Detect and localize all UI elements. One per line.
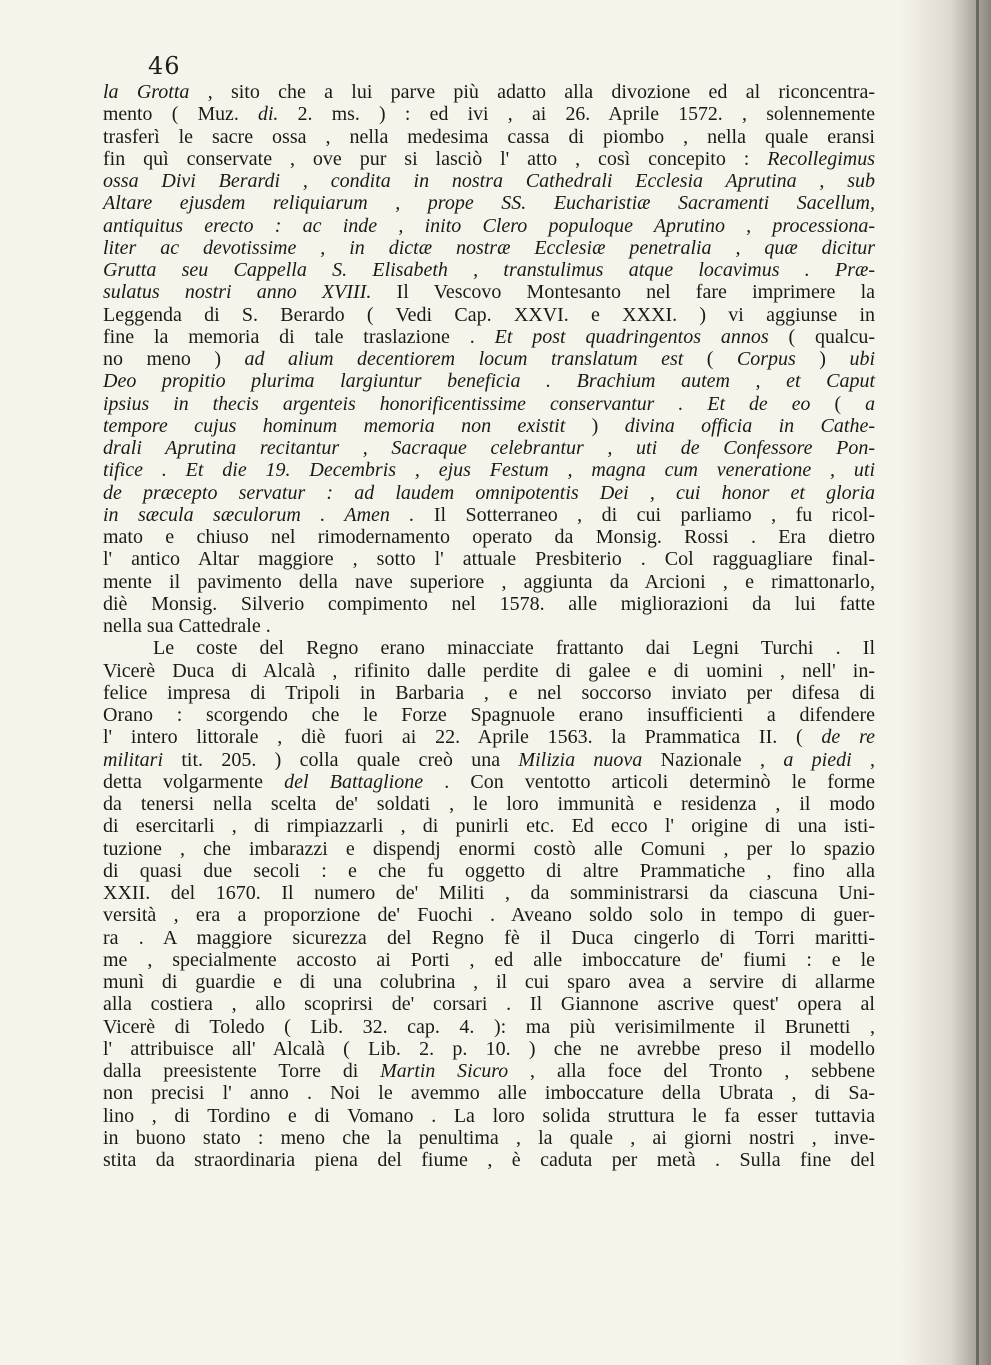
text-line — [103, 682, 875, 704]
text-span: no meno ) — [103, 348, 245, 370]
text-line — [103, 660, 875, 682]
text-span: Il Sotterraneo , di cui parliamo , fu ricol- — [414, 503, 875, 526]
text-line — [103, 348, 875, 370]
text-line — [103, 482, 875, 504]
text-span: trasferì le sacre ossa , nella medesima cassa di piombo , nella quale eransi — [103, 125, 875, 148]
text-line — [103, 882, 875, 904]
text-line — [103, 259, 875, 281]
text-span: munì di guardie e di una colubrina , il cui sparo avea a servire di allarme — [103, 971, 875, 993]
italic-text: de præcepto servatur : ad laudem omnipotentis Dei , cui honor et gloria — [103, 481, 875, 504]
text-line — [103, 1105, 875, 1127]
text-line — [103, 1127, 875, 1149]
text-line — [103, 304, 875, 326]
text-line — [103, 1016, 875, 1038]
italic-text: ubi — [849, 348, 875, 370]
text-line — [103, 326, 875, 348]
text-line — [103, 904, 875, 926]
text-line — [103, 281, 875, 303]
text-line — [103, 170, 875, 192]
text-span: l' attribuisce all' Alcalà ( Lib. 2. p. 10. ) che ne avrebbe preso il modello — [103, 1037, 875, 1060]
page-number: 46 — [148, 52, 181, 80]
text-span: XXII. del 1670. Il numero de' Militi , da somministrarsi da ciascuna Uni- — [103, 882, 875, 904]
text-span: tit. 205. ) colla quale creò una — [163, 748, 519, 771]
italic-text: tifice . Et die 19. Decembris , ejus Festum , magna cum veneratione , uti — [103, 459, 875, 482]
text-line — [103, 126, 875, 148]
text-line — [103, 548, 875, 570]
italic-text: del Battaglione — [284, 770, 424, 793]
italic-text: di. — [258, 103, 279, 126]
text-span: Vicerè Duca di Alcalà , rifinito dalle perdite di galee e di uomini , nell' in- — [103, 659, 875, 682]
text-span: diè Monsig. Silverio compimento nel 1578. alle migliorazioni da lui fatte — [103, 592, 875, 615]
text-span: l' antico Altar maggiore , sotto l' attuale Presbiterio . Col ragguagliare final- — [103, 548, 875, 571]
text-span: dalla preesistente Torre di — [103, 1060, 381, 1082]
text-span: Nazionale , — [642, 748, 784, 771]
text-line — [103, 571, 875, 593]
text-span: lino , di Tordino e di Vomano . La loro solida struttura le fa esser tuttavia — [103, 1104, 875, 1127]
text-line — [103, 103, 875, 125]
text-span: tuzione , che imbarazzi e dispendj enormi costò alle Comuni , per lo spazio — [103, 837, 875, 860]
italic-text: antiquitus erecto : ac inde , inito Clero populoque Aprutino , processiona- — [103, 214, 875, 237]
text-span: fine la memoria di tale traslazione . — [103, 325, 495, 348]
text-line — [103, 1082, 875, 1104]
text-line — [103, 637, 875, 659]
italic-text: Martin Sicuro — [380, 1060, 509, 1082]
text-span: mato e chiuso nel rimodernamento operato da Monsig. Rossi . Era dietro — [103, 526, 875, 548]
text-line — [103, 437, 875, 459]
text-span: alla costiera , allo scoprirsi de' corsari . Il Giannone ascrive quest' opera al — [103, 993, 875, 1016]
text-line — [103, 148, 875, 170]
text-line — [103, 81, 875, 103]
text-line — [103, 993, 875, 1015]
text-span: da tenersi nella scelta de' soldati , le loro immunità e residenza , il modo — [103, 793, 875, 815]
text-span: mento ( Muz. — [103, 103, 259, 126]
italic-text: ipsius in thecis argenteis honorificentissime conservantur . Et de eo — [103, 392, 811, 415]
text-line — [103, 237, 875, 259]
text-span: ra . A maggiore sicurezza del Regno fè il Duca cingerlo di Torri maritti- — [103, 926, 875, 949]
text-span: 2. ms. ) : ed ivi , ai 26. Aprile 1572. , solennemente — [278, 103, 875, 126]
text-span: Leggenda di S. Berardo ( Vedi Cap. XXVI. e XXXI. ) vi aggiunse in — [103, 303, 875, 326]
italic-text: sulatus nostri anno XVIII. — [103, 281, 372, 304]
italic-text: divina officia in Cathe- — [624, 414, 875, 437]
text-span: ( qualcu- — [768, 325, 875, 348]
italic-text: tempore cujus hominum memoria non existit — [103, 414, 566, 437]
text-line — [103, 749, 875, 771]
italic-text: ossa Divi Berardi , condita in nostra Cathedrali Ecclesia Aprutina , sub — [103, 170, 875, 192]
text-line — [103, 838, 875, 860]
text-line — [103, 615, 875, 637]
text-line — [103, 215, 875, 237]
body-text — [103, 81, 875, 1171]
text-span: , sito che a lui parve più adatto alla divozione ed al riconcentra- — [189, 81, 875, 103]
text-span: in buono stato : meno che la penultima , la quale , ai giorni nostri , inve- — [103, 1126, 875, 1149]
text-span: ) — [795, 348, 850, 370]
italic-text: Milizia nuova — [518, 748, 643, 771]
italic-text: Altare ejusdem reliquiarum , prope SS. Eucharistiæ Sacramenti Sacellum, — [103, 192, 875, 215]
text-line — [103, 1149, 875, 1171]
text-line — [103, 949, 875, 971]
text-span: ) — [565, 414, 625, 437]
italic-text: a piedi — [783, 748, 852, 771]
text-span: Il Vescovo Montesanto nel fare imprimere la — [371, 281, 875, 304]
text-span: , alla foce del Tronto , sebbene — [508, 1060, 875, 1082]
text-span: di esercitarli , di rimpiazzarli , di punirli etc. Ed ecco l' origine di una isti- — [103, 815, 875, 838]
text-span: fin quì conservate , ove pur si lasciò l' atto , così concepito : — [103, 147, 768, 170]
text-line — [103, 526, 875, 548]
text-span: non precisi l' anno . Noi le avemmo alle imboccature della Ubrata , di Sa- — [103, 1082, 875, 1105]
italic-text: militari — [103, 748, 164, 771]
text-span: mente il pavimento della nave superiore , aggiunta da Arcioni , e rimattonarlo, — [103, 570, 875, 593]
text-line — [103, 393, 875, 415]
text-line — [103, 726, 875, 748]
text-span: ( — [683, 348, 737, 370]
text-line — [103, 927, 875, 949]
text-line — [103, 971, 875, 993]
text-span: detta volgarmente — [103, 770, 285, 793]
italic-text: Et post quadringentos annos — [494, 325, 769, 348]
text-line — [103, 415, 875, 437]
text-line — [103, 459, 875, 481]
text-span: Vicerè di Toledo ( Lib. 32. cap. 4. ): ma più verisimilmente il Brunetti , — [103, 1015, 875, 1038]
text-span: me , specialmente accosto ai Porti , ed alle imboccature de' fiumi : e le — [103, 948, 875, 971]
italic-text: in sæcula sæculorum . Amen . — [103, 503, 415, 526]
italic-text: drali Aprutina recitantur , Sacraque celebrantur , uti de Confessore Pon- — [103, 437, 875, 459]
text-line — [103, 704, 875, 726]
text-line — [103, 370, 875, 392]
italic-text: Corpus — [736, 348, 796, 370]
text-line — [103, 860, 875, 882]
text-line — [103, 192, 875, 214]
text-span: nella sua Cattedrale . — [103, 615, 271, 637]
italic-text: la Grotta — [103, 81, 190, 103]
text-span: felice impresa di Tripoli in Barbaria , e nel soccorso inviato per difesa di — [103, 681, 875, 704]
italic-text: Deo propitio plurima largiuntur beneficia . Brachium autem , et Caput — [103, 370, 875, 393]
text-span: Orano : scorgendo che le Forze Spagnuole erano insufficienti a difendere — [103, 704, 875, 726]
text-span: versità , era a proporzione de' Fuochi . Aveano soldo solo in tempo di guer- — [103, 904, 875, 927]
text-line — [103, 1060, 875, 1082]
text-line — [103, 771, 875, 793]
binding-edge — [976, 0, 979, 1365]
text-line — [103, 1038, 875, 1060]
text-span: l' intero littorale , diè fuori ai 22. Aprile 1563. la Prammatica II. ( — [103, 726, 822, 749]
text-span: . Con ventotto articoli determinò le forme — [423, 770, 875, 793]
italic-text: Recollegimus — [767, 147, 875, 170]
text-span: , — [851, 748, 875, 771]
italic-text: de re — [821, 726, 875, 749]
text-line — [103, 593, 875, 615]
italic-text: ad alium decentiorem locum translatum est — [244, 348, 684, 370]
italic-text: liter ac devotissime , in dictæ nostræ Ecclesiæ penetralia , quæ dicitur — [103, 236, 875, 259]
text-line — [103, 793, 875, 815]
italic-text: a — [865, 392, 875, 415]
italic-text: Grutta seu Cappella S. Elisabeth , transtulimus atque locavimus . Præ- — [103, 259, 875, 281]
text-span: stita da straordinaria piena del fiume , è caduta per metà . Sulla fine del — [103, 1149, 875, 1171]
text-line — [103, 815, 875, 837]
text-line — [103, 504, 875, 526]
text-span: Le coste del Regno erano minacciate frattanto dai Legni Turchi . Il — [153, 637, 875, 660]
text-span: di quasi due secoli : e che fu oggetto di altre Prammatiche , fino alla — [103, 859, 875, 882]
text-span: ( — [810, 392, 866, 415]
